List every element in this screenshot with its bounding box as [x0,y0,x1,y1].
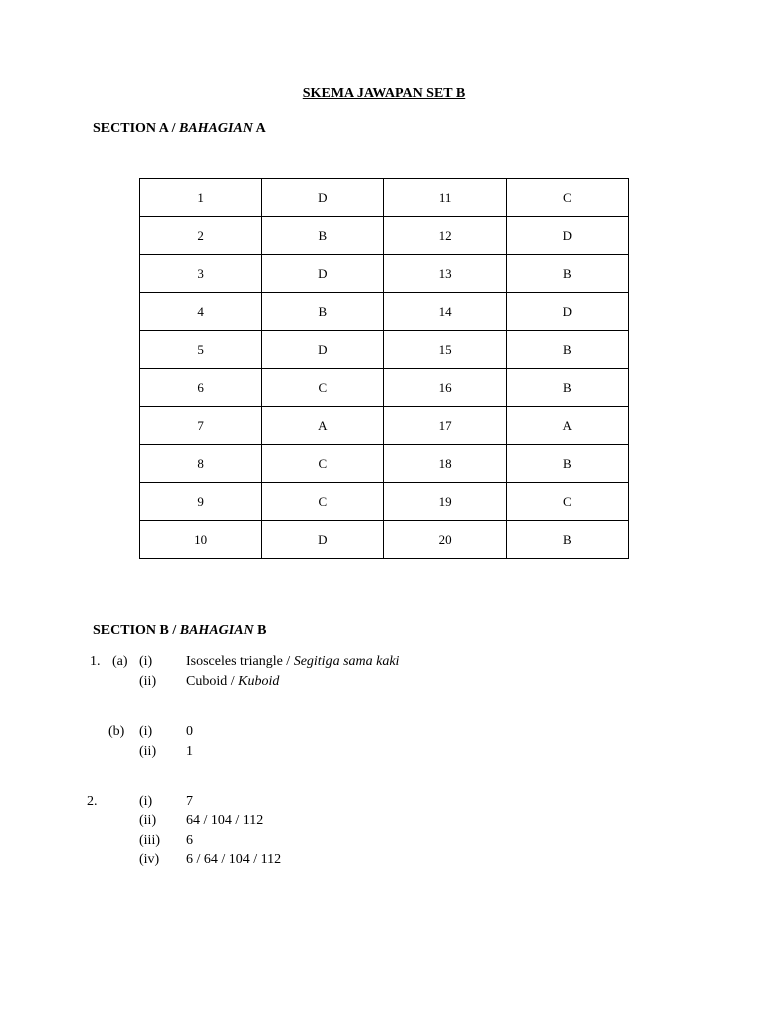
section-b-heading-prefix: SECTION B / [93,623,180,638]
table-row [140,255,629,293]
answer-cell: C [262,445,384,483]
table-row [140,483,629,521]
q1a-ii-answer-italic: Kuboid [238,674,280,689]
answer-table-body [140,179,629,559]
q1-number: 1. [90,654,101,669]
table-row [140,331,629,369]
q1-part-a-label: (a) [112,654,128,669]
q1a-ii-answer-text: Cuboid / [186,674,239,689]
question-number-cell: 13 [384,255,506,293]
table-row [140,407,629,445]
q2-iii-label: (iii) [139,833,160,848]
q1a-i-answer-italic: Segitiga sama kaki [293,654,400,669]
answer-cell: D [506,217,628,255]
answer-cell: A [262,407,384,445]
question-number-cell: 5 [140,331,262,369]
table-row [140,293,629,331]
answer-cell: B [262,293,384,331]
page-title: SKEMA JAWAPAN SET B [302,86,466,101]
question-number-cell: 2 [140,217,262,255]
q1a-ii-answer [186,674,279,690]
answer-cell: B [506,255,628,293]
q2-i-answer: 7 [186,794,193,809]
q1a-ii-label: (ii) [139,674,157,689]
answer-cell: C [506,179,628,217]
section-b-heading-italic: BAHAGIAN [179,623,254,638]
q1b-ii-label: (ii) [139,744,157,759]
question-number-cell: 3 [140,255,262,293]
answer-cell: B [506,445,628,483]
question-number-cell: 11 [384,179,506,217]
answer-cell: C [262,369,384,407]
question-number-cell: 20 [384,521,506,559]
q2-ii-answer: 64 / 104 / 112 [186,813,264,828]
answer-cell: C [506,483,628,521]
answer-cell: D [506,293,628,331]
question-number-cell: 14 [384,293,506,331]
answer-cell: B [506,521,628,559]
q1-part-b-label: (b) [108,724,125,739]
q2-number: 2. [87,794,98,809]
section-a-heading-prefix: SECTION A / [93,121,179,136]
answer-table [139,178,629,559]
answer-cell: D [262,179,384,217]
table-row [140,445,629,483]
question-number-cell: 19 [384,483,506,521]
q1a-i-answer-text: Isosceles triangle / [186,654,294,669]
q2-iii-answer: 6 [186,833,193,848]
q2-iv-answer: 6 / 64 / 104 / 112 [186,852,282,867]
q1b-i-answer: 0 [186,724,193,739]
answer-cell: A [506,407,628,445]
q1a-i-answer [186,654,399,670]
section-a-heading [93,121,266,137]
section-a-heading-italic: BAHAGIAN [178,121,253,136]
q2-iv-label: (iv) [139,852,160,867]
q1b-i-label: (i) [139,724,153,739]
question-number-cell: 17 [384,407,506,445]
table-row [140,217,629,255]
question-number-cell: 6 [140,369,262,407]
question-number-cell: 9 [140,483,262,521]
table-row [140,521,629,559]
q2-ii-label: (ii) [139,813,157,828]
table-row [140,179,629,217]
question-number-cell: 16 [384,369,506,407]
section-b-heading-suffix: B [253,623,267,638]
question-number-cell: 10 [140,521,262,559]
table-row [140,369,629,407]
q2-i-label: (i) [139,794,153,809]
question-number-cell: 12 [384,217,506,255]
section-b-heading [93,623,267,639]
answer-cell: D [262,521,384,559]
answer-cell: D [262,331,384,369]
section-a-heading-suffix: A [252,121,266,136]
question-number-cell: 1 [140,179,262,217]
answer-cell: B [506,369,628,407]
answer-cell: D [262,255,384,293]
answer-cell: B [262,217,384,255]
question-number-cell: 4 [140,293,262,331]
question-number-cell: 7 [140,407,262,445]
q1b-ii-answer: 1 [186,744,193,759]
answer-cell: C [262,483,384,521]
question-number-cell: 15 [384,331,506,369]
question-number-cell: 8 [140,445,262,483]
answer-cell: B [506,331,628,369]
q1a-i-label: (i) [139,654,153,669]
question-number-cell: 18 [384,445,506,483]
